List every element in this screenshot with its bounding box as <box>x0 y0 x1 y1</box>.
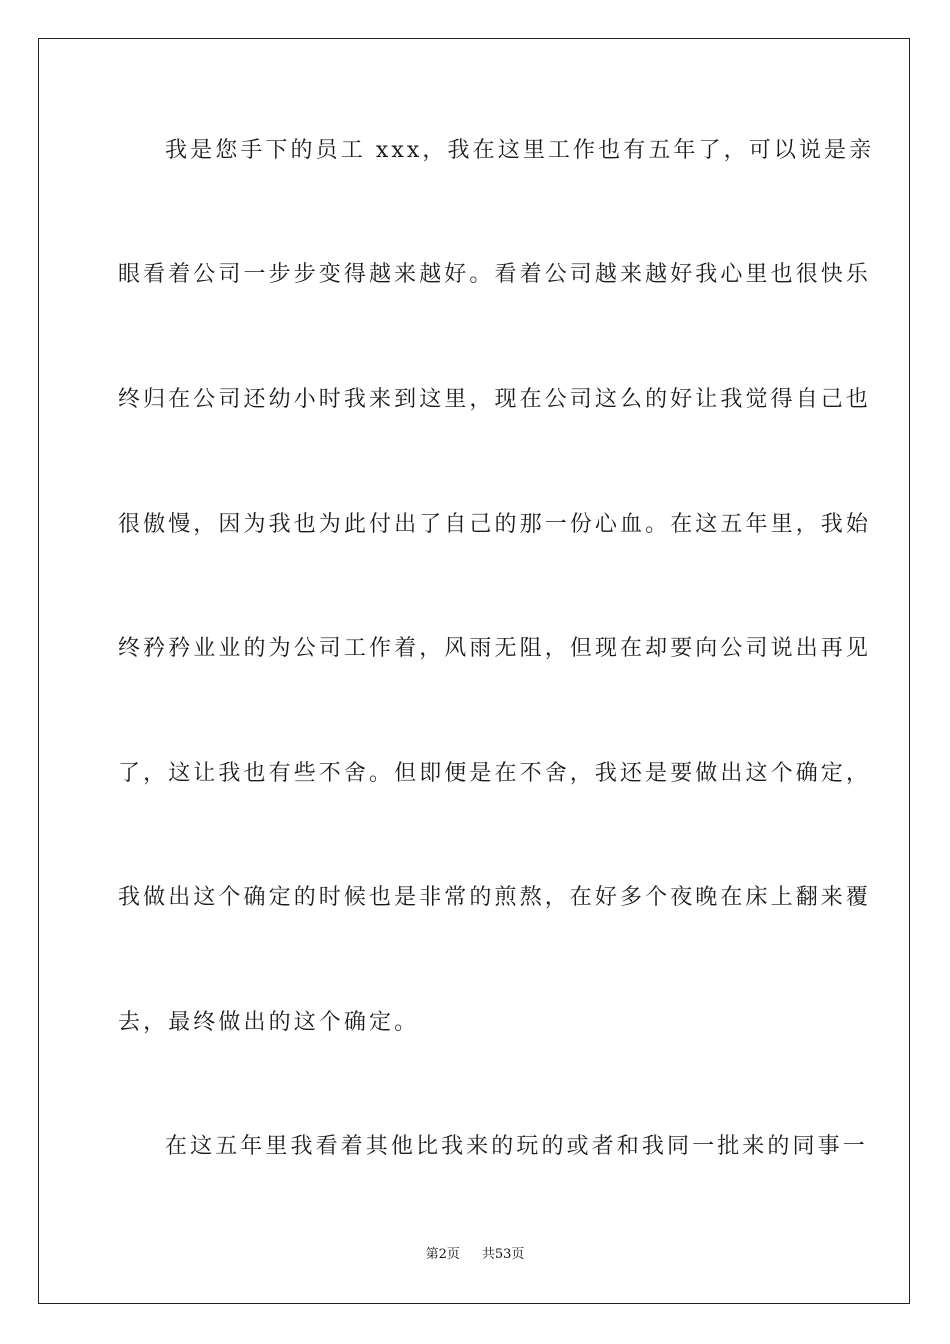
paragraph-1-line-3: 终归在公司还幼小时我来到这里，现在公司这么的好让我觉得自己也 <box>118 387 872 412</box>
paragraph-1-line-5: 终矜矜业业的为公司工作着，风雨无阻，但现在却要向公司说出再见 <box>118 636 872 661</box>
paragraph-1-line-2: 眼看着公司一步步变得越来越好。看着公司越来越好我心里也很快乐 <box>118 262 872 287</box>
paragraph-1-line-4: 很傲慢，因为我也为此付出了自己的那一份心血。在这五年里，我始 <box>118 512 872 537</box>
paragraph-1-line-6: 了，这让我也有些不舍。但即便是在不舍，我还是要做出这个确定， <box>118 761 872 786</box>
paragraph-1-line-8: 去，最终做出的这个确定。 <box>118 1010 420 1035</box>
page-border <box>38 38 910 1304</box>
page-number: 第2页 <box>425 1247 460 1262</box>
paragraph-2-line-1: 在这五年里我看着其他比我来的玩的或者和我同一批来的同事一 <box>165 1134 868 1159</box>
paragraph-1-line-1: 我是您手下的员工 xxx，我在这里工作也有五年了，可以说是亲 <box>165 138 875 163</box>
page-total: 共53页 <box>481 1247 525 1262</box>
paragraph-1-line-7: 我做出这个确定的时候也是非常的煎熬，在好多个夜晚在床上翻来覆 <box>118 885 872 910</box>
page-footer <box>0 1243 950 1262</box>
